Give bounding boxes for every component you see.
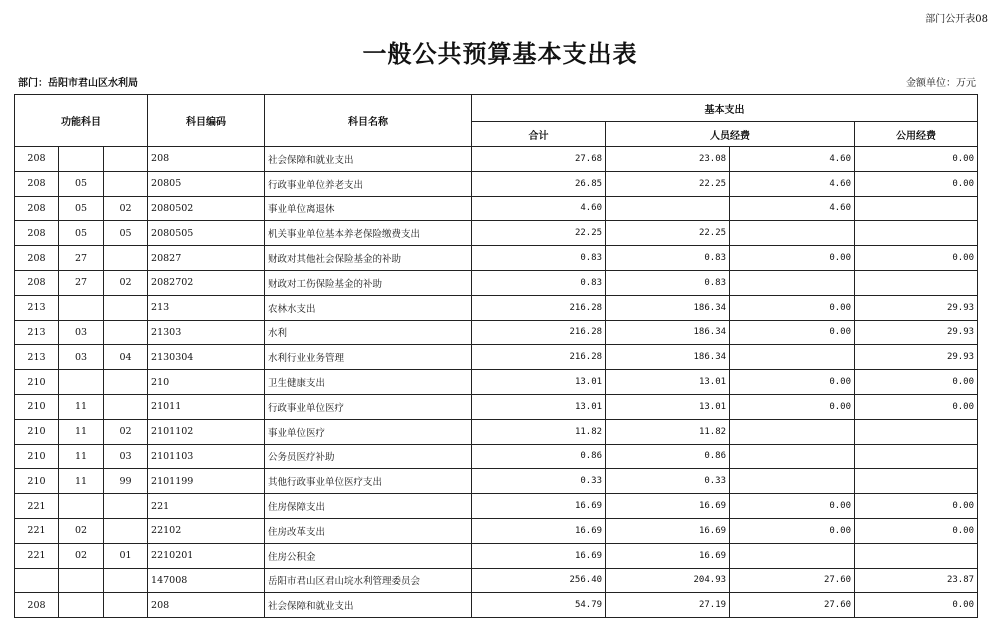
personnel-extra-cell: 4.60 — [730, 196, 855, 221]
func-class-cell: 208 — [15, 270, 59, 295]
subject-name-cell: 农林水支出 — [265, 295, 472, 320]
subject-name-cell: 事业单位离退休 — [265, 196, 472, 221]
func-item-cell: 04 — [104, 345, 148, 370]
subject-code-cell: 2080505 — [148, 221, 265, 246]
total-cell: 216.28 — [472, 295, 606, 320]
table-row — [15, 295, 978, 320]
func-section-cell: 02 — [59, 518, 104, 543]
table-header — [15, 95, 978, 147]
total-cell: 16.69 — [472, 543, 606, 568]
subject-code-cell: 210 — [148, 370, 265, 395]
func-section-cell: 27 — [59, 270, 104, 295]
subject-code-cell: 2080502 — [148, 196, 265, 221]
personnel-cell: 0.33 — [606, 469, 730, 494]
personnel-cell: 186.34 — [606, 320, 730, 345]
personnel-cell — [606, 196, 730, 221]
table-row — [15, 593, 978, 618]
subject-code-cell: 213 — [148, 295, 265, 320]
table-row — [15, 518, 978, 543]
func-section-cell — [59, 593, 104, 618]
subject-name-cell: 水利行业业务管理 — [265, 345, 472, 370]
func-class-cell: 210 — [15, 419, 59, 444]
personnel-cell: 186.34 — [606, 345, 730, 370]
func-class-cell — [15, 568, 59, 593]
subject-code-cell: 2130304 — [148, 345, 265, 370]
table-row — [15, 270, 978, 295]
public-cell — [855, 444, 978, 469]
public-cell: 23.87 — [855, 568, 978, 593]
personnel-cell: 186.34 — [606, 295, 730, 320]
subject-name-cell: 财政对其他社会保险基金的补助 — [265, 246, 472, 271]
func-section-cell: 05 — [59, 196, 104, 221]
func-item-cell — [104, 593, 148, 618]
total-cell: 27.68 — [472, 147, 606, 172]
func-item-cell — [104, 295, 148, 320]
personnel-cell: 13.01 — [606, 370, 730, 395]
subject-code-cell: 2082702 — [148, 270, 265, 295]
func-item-cell: 99 — [104, 469, 148, 494]
func-item-cell: 02 — [104, 196, 148, 221]
subject-code-cell: 21303 — [148, 320, 265, 345]
table-row — [15, 171, 978, 196]
subject-name-cell: 行政事业单位养老支出 — [265, 171, 472, 196]
personnel-cell: 23.08 — [606, 147, 730, 172]
func-section-cell: 11 — [59, 469, 104, 494]
total-cell: 4.60 — [472, 196, 606, 221]
func-class-cell: 221 — [15, 518, 59, 543]
personnel-extra-cell — [730, 270, 855, 295]
subject-name-cell: 机关事业单位基本养老保险缴费支出 — [265, 221, 472, 246]
total-cell: 13.01 — [472, 370, 606, 395]
func-item-cell: 01 — [104, 543, 148, 568]
total-cell: 13.01 — [472, 394, 606, 419]
func-item-cell — [104, 394, 148, 419]
public-cell: 0.00 — [855, 593, 978, 618]
subject-code-cell: 221 — [148, 494, 265, 519]
func-class-cell: 221 — [15, 494, 59, 519]
subject-code-cell: 2210201 — [148, 543, 265, 568]
personnel-extra-cell: 0.00 — [730, 370, 855, 395]
total-cell: 216.28 — [472, 345, 606, 370]
personnel-cell: 0.83 — [606, 246, 730, 271]
subject-code-cell: 2101103 — [148, 444, 265, 469]
personnel-extra-cell: 0.00 — [730, 246, 855, 271]
func-class-cell: 208 — [15, 593, 59, 618]
func-class-cell: 208 — [15, 171, 59, 196]
public-cell — [855, 196, 978, 221]
public-cell: 0.00 — [855, 147, 978, 172]
func-section-cell: 03 — [59, 320, 104, 345]
public-cell: 0.00 — [855, 518, 978, 543]
func-class-cell: 213 — [15, 320, 59, 345]
func-item-cell — [104, 518, 148, 543]
table-row — [15, 543, 978, 568]
personnel-extra-cell: 0.00 — [730, 320, 855, 345]
header-basic-expenditure: 基本支出 — [472, 95, 978, 122]
total-cell: 0.86 — [472, 444, 606, 469]
department-label: 部门：岳阳市君山区水利局 — [18, 78, 138, 89]
func-section-cell: 11 — [59, 444, 104, 469]
personnel-extra-cell: 4.60 — [730, 147, 855, 172]
subject-code-cell: 21011 — [148, 394, 265, 419]
table-row — [15, 494, 978, 519]
personnel-cell: 22.25 — [606, 171, 730, 196]
func-class-cell: 213 — [15, 295, 59, 320]
personnel-extra-cell — [730, 543, 855, 568]
subject-code-cell: 2101102 — [148, 419, 265, 444]
table-row — [15, 419, 978, 444]
subject-code-cell: 147008 — [148, 568, 265, 593]
func-item-cell — [104, 370, 148, 395]
personnel-extra-cell — [730, 221, 855, 246]
public-cell: 0.00 — [855, 370, 978, 395]
func-class-cell: 208 — [15, 221, 59, 246]
func-section-cell — [59, 568, 104, 593]
subject-name-cell: 社会保障和就业支出 — [265, 593, 472, 618]
total-cell: 16.69 — [472, 518, 606, 543]
subject-name-cell: 住房公积金 — [265, 543, 472, 568]
subject-name-cell: 公务员医疗补助 — [265, 444, 472, 469]
func-class-cell: 210 — [15, 444, 59, 469]
public-cell — [855, 419, 978, 444]
header-function-subject: 功能科目 — [15, 95, 148, 147]
public-cell — [855, 469, 978, 494]
func-class-cell: 208 — [15, 196, 59, 221]
func-class-cell: 210 — [15, 370, 59, 395]
func-section-cell: 02 — [59, 543, 104, 568]
func-section-cell: 05 — [59, 221, 104, 246]
table-row — [15, 246, 978, 271]
subject-code-cell: 208 — [148, 147, 265, 172]
personnel-cell: 16.69 — [606, 543, 730, 568]
public-cell — [855, 543, 978, 568]
table-row — [15, 147, 978, 172]
total-cell: 0.33 — [472, 469, 606, 494]
func-section-cell: 27 — [59, 246, 104, 271]
func-item-cell — [104, 320, 148, 345]
func-class-cell: 210 — [15, 469, 59, 494]
personnel-extra-cell: 0.00 — [730, 295, 855, 320]
table-number-label: 部门公开表08 — [925, 14, 988, 25]
header-public: 公用经费 — [855, 122, 978, 147]
subject-name-cell: 住房改革支出 — [265, 518, 472, 543]
subject-name-cell: 社会保障和就业支出 — [265, 147, 472, 172]
personnel-extra-cell: 0.00 — [730, 518, 855, 543]
func-item-cell — [104, 246, 148, 271]
table-row — [15, 394, 978, 419]
total-cell: 216.28 — [472, 320, 606, 345]
func-class-cell: 213 — [15, 345, 59, 370]
subject-name-cell: 行政事业单位医疗 — [265, 394, 472, 419]
func-section-cell: 03 — [59, 345, 104, 370]
personnel-cell: 16.69 — [606, 494, 730, 519]
subject-name-cell: 卫生健康支出 — [265, 370, 472, 395]
personnel-extra-cell: 0.00 — [730, 494, 855, 519]
subject-name-cell: 水利 — [265, 320, 472, 345]
func-class-cell: 221 — [15, 543, 59, 568]
header-subject-name: 科目名称 — [265, 95, 472, 147]
header-subject-code: 科目编码 — [148, 95, 265, 147]
page-title: 一般公共预算基本支出表 — [362, 39, 638, 68]
table-row — [15, 320, 978, 345]
table-row — [15, 469, 978, 494]
public-cell — [855, 270, 978, 295]
table-row — [15, 221, 978, 246]
personnel-extra-cell — [730, 345, 855, 370]
subject-name-cell: 其他行政事业单位医疗支出 — [265, 469, 472, 494]
total-cell: 11.82 — [472, 419, 606, 444]
personnel-extra-cell: 4.60 — [730, 171, 855, 196]
public-cell: 0.00 — [855, 494, 978, 519]
total-cell: 256.40 — [472, 568, 606, 593]
table-row — [15, 196, 978, 221]
subject-name-cell: 事业单位医疗 — [265, 419, 472, 444]
personnel-extra-cell: 0.00 — [730, 394, 855, 419]
header-total: 合计 — [472, 122, 606, 147]
personnel-extra-cell — [730, 444, 855, 469]
budget-table — [14, 94, 978, 618]
func-item-cell — [104, 171, 148, 196]
table-row — [15, 568, 978, 593]
func-section-cell — [59, 147, 104, 172]
func-item-cell: 05 — [104, 221, 148, 246]
subject-code-cell: 20827 — [148, 246, 265, 271]
func-section-cell — [59, 370, 104, 395]
subject-code-cell: 20805 — [148, 171, 265, 196]
total-cell: 22.25 — [472, 221, 606, 246]
subject-name-cell: 岳阳市君山区君山垸水利管理委员会 — [265, 568, 472, 593]
subject-name-cell: 财政对工伤保险基金的补助 — [265, 270, 472, 295]
personnel-cell: 27.19 — [606, 593, 730, 618]
func-section-cell: 11 — [59, 394, 104, 419]
func-item-cell — [104, 568, 148, 593]
public-cell: 29.93 — [855, 295, 978, 320]
subject-name-cell: 住房保障支出 — [265, 494, 472, 519]
subject-code-cell: 208 — [148, 593, 265, 618]
personnel-cell: 204.93 — [606, 568, 730, 593]
personnel-extra-cell — [730, 419, 855, 444]
table-body — [15, 147, 978, 618]
func-item-cell — [104, 147, 148, 172]
public-cell: 0.00 — [855, 394, 978, 419]
personnel-extra-cell: 27.60 — [730, 568, 855, 593]
total-cell: 26.85 — [472, 171, 606, 196]
table-row — [15, 370, 978, 395]
table-row — [15, 345, 978, 370]
unit-label: 金额单位：万元 — [906, 78, 976, 89]
total-cell: 16.69 — [472, 494, 606, 519]
personnel-cell: 11.82 — [606, 419, 730, 444]
func-class-cell: 208 — [15, 246, 59, 271]
total-cell: 0.83 — [472, 246, 606, 271]
func-section-cell: 05 — [59, 171, 104, 196]
func-section-cell: 11 — [59, 419, 104, 444]
func-class-cell: 208 — [15, 147, 59, 172]
public-cell: 0.00 — [855, 171, 978, 196]
public-cell: 29.93 — [855, 345, 978, 370]
func-item-cell: 02 — [104, 419, 148, 444]
func-section-cell — [59, 295, 104, 320]
func-class-cell: 210 — [15, 394, 59, 419]
personnel-cell: 0.83 — [606, 270, 730, 295]
func-section-cell — [59, 494, 104, 519]
func-item-cell: 02 — [104, 270, 148, 295]
personnel-cell: 22.25 — [606, 221, 730, 246]
total-cell: 54.79 — [472, 593, 606, 618]
public-cell: 29.93 — [855, 320, 978, 345]
subject-code-cell: 2101199 — [148, 469, 265, 494]
func-item-cell — [104, 494, 148, 519]
subject-code-cell: 22102 — [148, 518, 265, 543]
personnel-extra-cell — [730, 469, 855, 494]
personnel-extra-cell: 27.60 — [730, 593, 855, 618]
public-cell: 0.00 — [855, 246, 978, 271]
personnel-cell: 0.86 — [606, 444, 730, 469]
personnel-cell: 16.69 — [606, 518, 730, 543]
personnel-cell: 13.01 — [606, 394, 730, 419]
header-personnel: 人员经费 — [606, 122, 855, 147]
total-cell: 0.83 — [472, 270, 606, 295]
func-item-cell: 03 — [104, 444, 148, 469]
table-row — [15, 444, 978, 469]
public-cell — [855, 221, 978, 246]
